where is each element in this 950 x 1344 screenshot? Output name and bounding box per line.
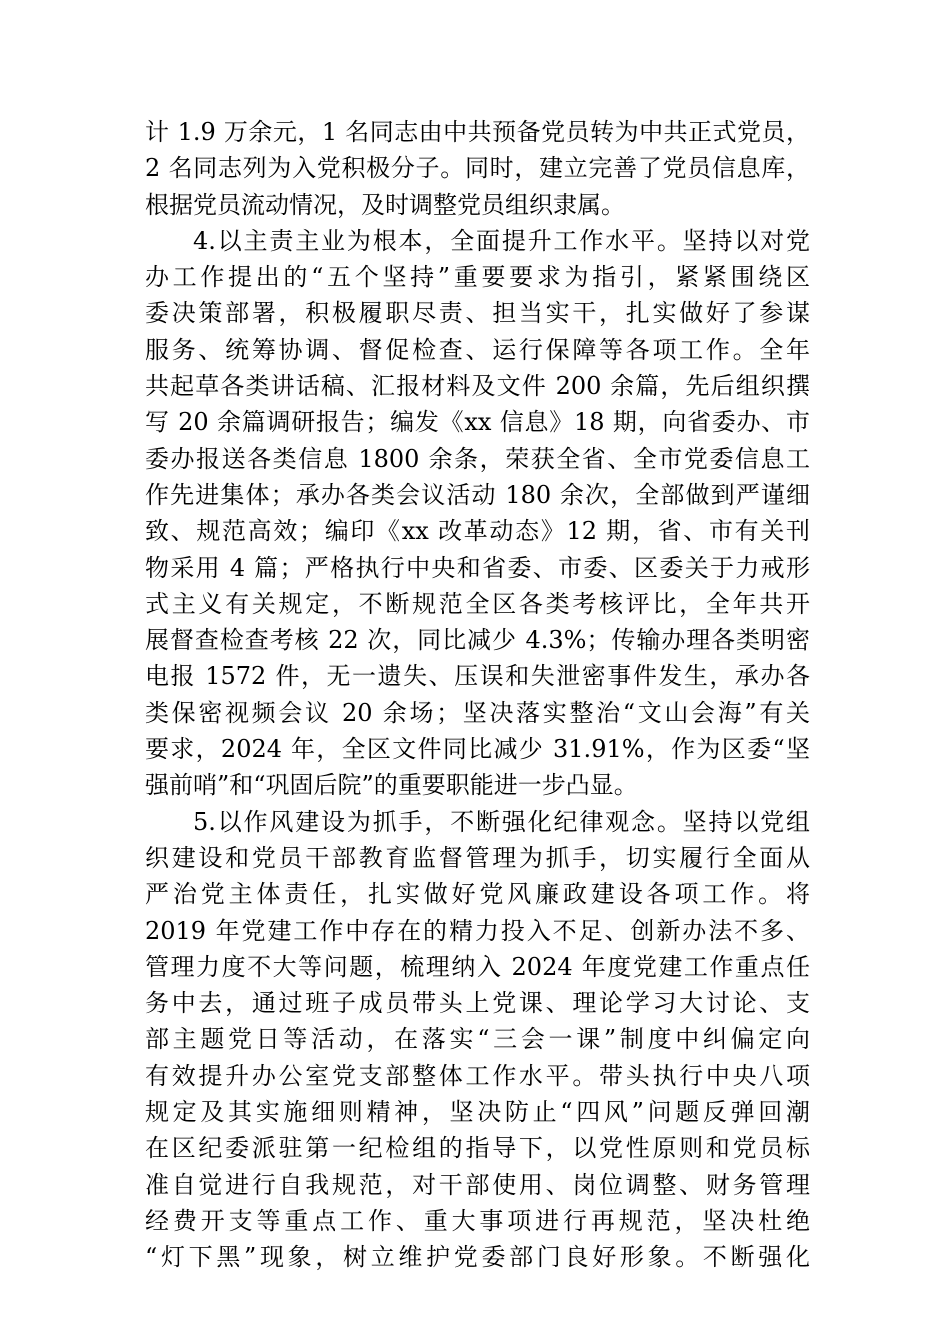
text-line: 织建设和党员干部教育监督管理为抓手，切实履行全面从: [145, 843, 810, 872]
text-line: “灯下黑”现象，树立维护党委部门良好形象。不断强化: [145, 1243, 810, 1272]
text-line: 在区纪委派驻第一纪检组的指导下，以党性原则和党员标: [145, 1134, 810, 1163]
text-line: 强前哨”和“巩固后院”的重要职能进一步凸显。: [145, 771, 638, 800]
text-line: 务中去，通过班子成员带头上党课、理论学习大讨论、支: [145, 989, 810, 1018]
body-text: [145, 114, 810, 1276]
text-line: 严治党主体责任，扎实做好党风廉政建设各项工作。将: [145, 880, 810, 909]
text-line: 写 20 余篇调研报告；编发《xx 信息》18 期，向省委办、市: [145, 408, 810, 437]
text-line: 要求，2024 年，全区文件同比减少 31.91%，作为区委“坚: [145, 735, 810, 764]
text-line: 管理力度不大等问题，梳理纳入 2024 年度党建工作重点任: [145, 952, 810, 981]
text-line: 委办报送各类信息 1800 余条，荣获全省、全市党委信息工: [145, 444, 810, 473]
text-line: 展督查检查考核 22 次，同比减少 4.3%；传输办理各类明密: [145, 626, 810, 655]
text-line: 部主题党日等活动，在落实“三会一课”制度中纠偏定向: [145, 1025, 810, 1054]
text-line: 办工作提出的“五个坚持”重要要求为指引，紧紧围绕区: [145, 263, 810, 292]
text-line: 5.以作风建设为抓手，不断强化纪律观念。坚持以党组: [193, 807, 810, 836]
text-line: 类保密视频会议 20 余场；坚决落实整治“文山会海”有关: [145, 698, 810, 727]
paragraph-item-5: [145, 804, 810, 1276]
text-line: 作先进集体；承办各类会议活动 180 余次，全部做到严谨细: [145, 480, 810, 509]
text-line: 2 名同志列为入党积极分子。同时，建立完善了党员信息库，: [145, 154, 810, 183]
text-line: 电报 1572 件，无一遗失、压误和失泄密事件发生，承办各: [145, 662, 810, 691]
text-line: 2019 年党建工作中存在的精力投入不足、创新办法不多、: [145, 916, 810, 945]
text-line: 有效提升办公室党支部整体工作水平。带头执行中央八项: [145, 1061, 810, 1090]
text-line: 致、规范高效；编印《xx 改革动态》12 期，省、市有关刊: [145, 517, 810, 546]
paragraph-continuation: [145, 114, 810, 223]
text-line: 式主义有关规定，不断规范全区各类考核评比，全年共开: [145, 589, 810, 618]
text-line: 经费开支等重点工作、重大事项进行再规范，坚决杜绝: [145, 1206, 810, 1235]
text-line: 根据党员流动情况，及时调整党员组织隶属。: [145, 190, 625, 219]
text-line: 服务、统筹协调、督促检查、运行保障等各项工作。全年: [145, 335, 810, 364]
text-line: 物采用 4 篇；严格执行中央和省委、市委、区委关于力戒形: [145, 553, 810, 582]
text-line: 委决策部署，积极履职尽责、担当实干，扎实做好了参谋: [145, 299, 810, 328]
paragraph-item-4: [145, 223, 810, 804]
text-line: 共起草各类讲话稿、汇报材料及文件 200 余篇，先后组织撰: [145, 372, 810, 401]
text-line: 准自觉进行自我规范，对干部使用、岗位调整、财务管理: [145, 1170, 810, 1199]
text-line: 规定及其实施细则精神，坚决防止“四风”问题反弹回潮: [145, 1098, 810, 1127]
text-line: 4.以主责主业为根本，全面提升工作水平。坚持以对党: [193, 226, 810, 255]
text-line: 计 1.9 万余元，1 名同志由中共预备党员转为中共正式党员，: [145, 118, 810, 146]
